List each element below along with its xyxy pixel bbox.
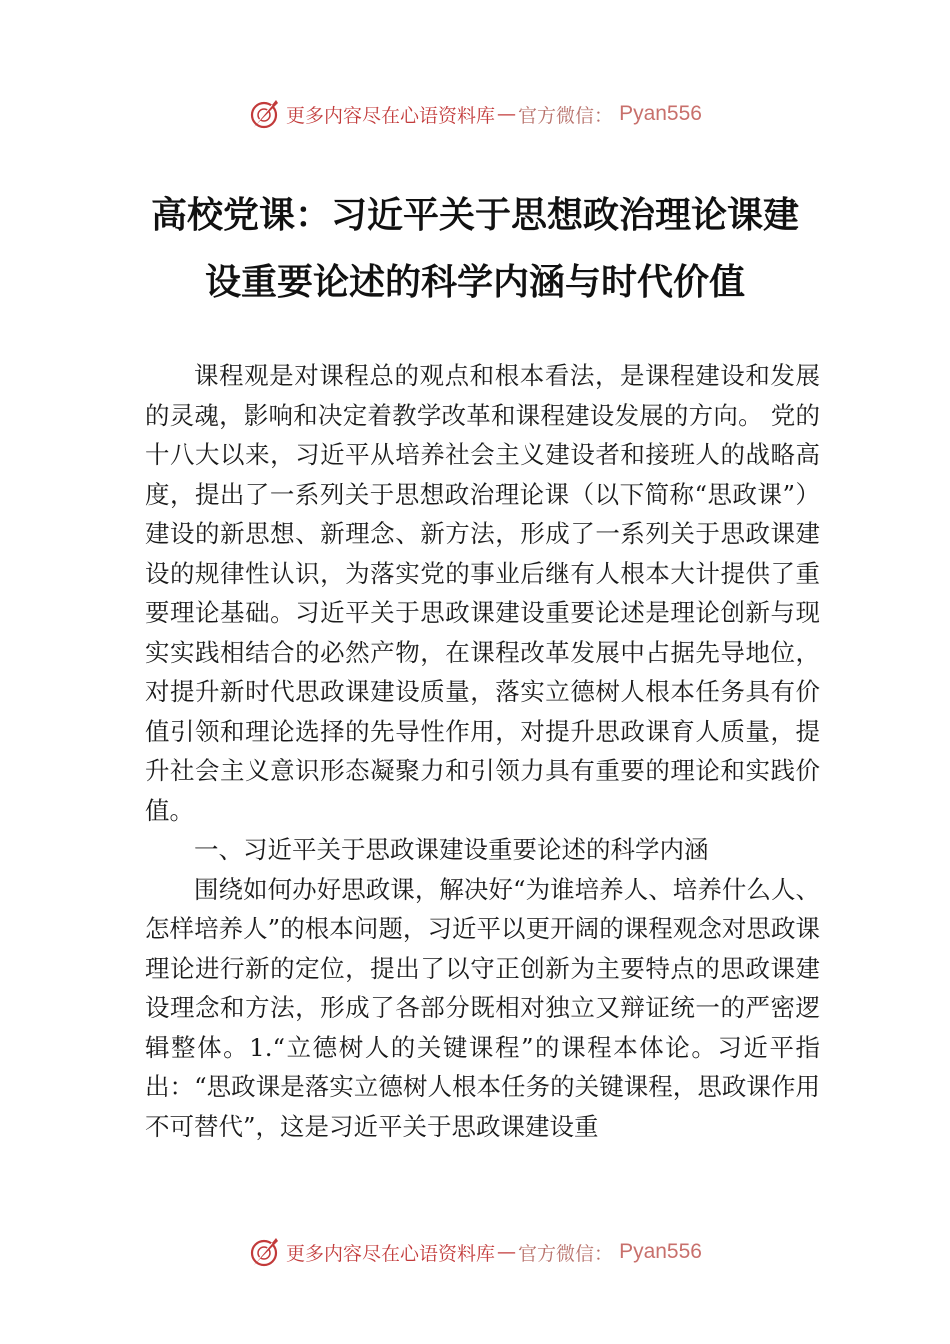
banner-text: 更多内容尽在心语资料库 bbox=[286, 1242, 496, 1265]
section-heading: 一、习近平关于思政课建设重要论述的科学内涵 bbox=[194, 835, 709, 864]
banner-wechat-id: Pyan556 bbox=[619, 102, 702, 125]
footer-banner bbox=[0, 1232, 950, 1272]
paragraph-intro: 课程观是对课程总的观点和根本看法，是课程建设和发展的灵魂，影响和决定着教学改革和课程建设发展的方向。 党的十八大以来，习近平从培养社会主义建设者和接班人的战略高度，提出了一系列关于思想政治理论课（以下简称“思政课”）建设的新思想、新理念、新方法，形成了一系列关于思政课建设的规律性认识，为落实党的事业后继有人根本大计提供了重要理论基础。习近平关于思政课建设重要论述是理论创新与现实实践相结合的必然产物，在课程改革发展中占据先导地位，对提升新时代思政课建设质量，落实立德树人根本任务具有价值引领和理论选择的先导性作用，对提升思政课育人质量，提升社会主义意识形态凝聚力和引领力具有重要的理论和实践价值。 bbox=[145, 361, 820, 825]
banner-wechat-id: Pyan556 bbox=[619, 1240, 702, 1263]
banner-dash: — bbox=[497, 103, 517, 125]
title-line-1: 高校党课：习近平关于思想政治理论课建 bbox=[150, 194, 799, 236]
document-title bbox=[100, 182, 850, 316]
document-body bbox=[145, 356, 820, 1146]
quill-logo-icon bbox=[248, 1235, 282, 1269]
banner-text: 更多内容尽在心语资料库 bbox=[286, 104, 496, 127]
banner-label: 官方微信： bbox=[518, 104, 614, 127]
title-line-2: 设重要论述的科学内涵与时代价值 bbox=[204, 261, 745, 303]
quill-logo-icon bbox=[248, 97, 282, 131]
banner-dash: — bbox=[497, 1241, 517, 1263]
header-banner bbox=[0, 94, 950, 134]
paragraph-section-1: 围绕如何办好思政课，解决好“为谁培养人、培养什么人、怎样培养人”的根本问题，习近平以更开阔的课程观念对思政课理论进行新的定位，提出了以守正创新为主要特点的思政课建设理念和方法，形成了各部分既相对独立又辩证统一的严密逻辑整体。1.“立德树人的关键课程”的课程本体论。习近平指出：“思政课是落实立德树人根本任务的关键课程，思政课作用不可替代”，这是习近平关于思政课建设重 bbox=[145, 874, 820, 1141]
banner-label: 官方微信： bbox=[518, 1242, 614, 1265]
